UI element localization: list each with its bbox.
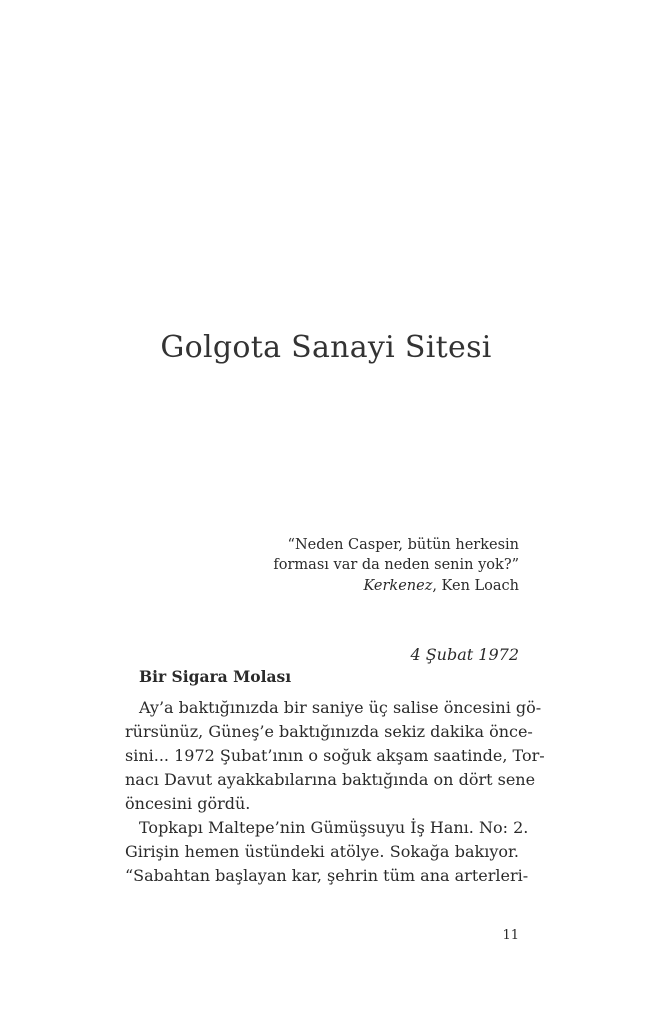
epigraph-line: forması var da neden senin yok?”	[273, 557, 519, 573]
text-line: Ay’a baktığınızda bir saniye üç salise öncesini gö-	[139, 698, 542, 717]
text-line: Topkapı Maltepe’nin Gümüşsuyu İş Hanı. No: 2.	[139, 818, 529, 837]
epigraph	[219, 535, 519, 596]
entry-date: 4 Şubat 1972	[410, 645, 519, 664]
chapter-title: Golgota Sanayi Sitesi	[160, 330, 492, 365]
text-line: rürsünüz, Güneş’e baktığınızda sekiz dakika önce-	[125, 722, 533, 741]
text-line: “Sabahtan başlayan kar, şehrin tüm ana arterleri-	[125, 866, 529, 885]
section-heading: Bir Sigara Molası	[139, 667, 292, 686]
text-line: nacı Davut ayakkabılarına baktığında on dört sene	[125, 770, 536, 789]
text-line: Girişin hemen üstündeki atölye. Sokağa bakıyor.	[125, 842, 519, 861]
epigraph-attribution	[219, 576, 519, 596]
epigraph-work-title: Kerkenez	[363, 578, 433, 594]
text-line: sini... 1972 Şubat’ının o soğuk akşam saatinde, Tor-	[125, 746, 545, 765]
body-text	[125, 696, 545, 888]
epigraph-line: “Neden Casper, bütün herkesin	[287, 537, 519, 553]
page-number: 11	[502, 928, 519, 943]
text-line: öncesini gördü.	[125, 794, 251, 813]
epigraph-author: , Ken Loach	[432, 578, 519, 594]
